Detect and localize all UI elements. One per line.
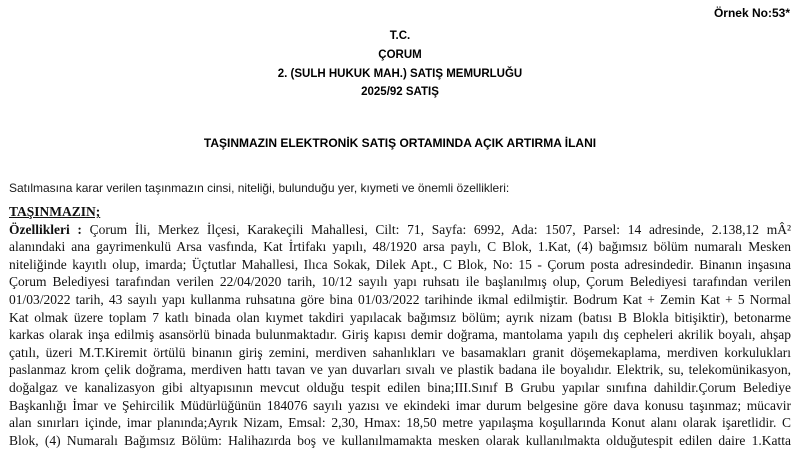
header-office: 2. (SULH HUKUK MAH.) SATIŞ MEMURLUĞU — [277, 68, 523, 80]
header-city: ÇORUM — [378, 49, 422, 61]
features-line: Kat olmak üzere toplam 7 katlı binada olan kıymet takdiri yapılacak bağımsız bölüm; ayrık nizam (batısı B Blokla bitişiktir), betonarme — [9, 309, 791, 325]
notice-title: TAŞINMAZIN ELEKTRONİK SATIŞ ORTAMINDA AÇIK ARTIRMA İLANI — [203, 136, 597, 150]
features-label: Özellikleri : — [9, 221, 82, 237]
features-line: 01/03/2022 tarih, 43 sayılı yapı kullanma ruhsatına göre bina 01/03/2022 tarihinde ikmal edilmiştir. Bodrum Kat + Zemin Kat + 5 Normal — [9, 291, 791, 307]
features-line: Çorum Belediyesi tarafından verilen 22/04/2020 tarih, 10/12 sayılı yapı ruhsatı ile başlanılmış olup, Çorum Belediyesi tarafından verilen — [9, 274, 791, 290]
features-line: alanındaki ana gayrimenkulü Arsa vasfında, Kat İrtifakı yapılı, 48/1920 arsa paylı, C Blok, 1.Kat, (4) bağımsız bölüm numaralı Mesken — [9, 239, 791, 255]
property-heading: TAŞINMAZIN; — [9, 204, 101, 219]
features-line-text: Çorum İli, Merkez İlçesi, Karakeçili Mahallesi, Cilt: 71, Sayfa: 6992, Ada: 1507, Parsel: 14 adresinde, 2.138,12 mÂ² — [89, 221, 791, 237]
features-line: Başkanlığı İmar ve Şehircilik Müdürlüğünün 184076 sayılı yazısı ve ekindeki imar durum belgesine göre dava konusu taşınmaz; mücavir — [9, 397, 791, 413]
features-line: alan sınırları içinde, imar planında;Ayrık Nizam, Emsal: 2,30, Hmax: 18,50 metre yapılaşma koşullarında Konut alanı olarak işaretlidir. C — [9, 415, 791, 431]
features-line: karkas olarak inşa edilmiş asansörlü binada bulunmaktadır. Giriş kapısı demir doğrama, mantolama yapılı dış cepheleri akrilik boyalı, ahşap — [9, 327, 791, 343]
features-line — [9, 221, 791, 239]
header-state: T.C. — [389, 30, 411, 42]
features-line: Blok, (4) Numaralı Bağımsız Bölüm: Halihazırda boş ve kullanılmamakta mesken olarak kullanılmakta olduğutespit edilen daire 1.Katta — [9, 432, 791, 448]
features-line: paslanmaz krom çelik doğrama, merdiven hattı tavan ve yan duvarları sıvalı ve plastik badana ile boyalıdır. Elektrik, su, telekomünikasyon, — [9, 362, 791, 378]
features-line: niteliğinde kayıtlı olup, imarda; Üçtutlar Mahallesi, Ilıca Sokak, Dilek Apt., C Blok, No: 15 - Çorum posta adresindedir. Binanın inşasına — [9, 256, 791, 272]
intro-text: Satılmasına karar verilen taşınmazın cinsi, niteliği, bulunduğu yer, kıymeti ve önemli özellikleri: — [9, 181, 510, 195]
sample-number: Örnek No:53* — [713, 6, 790, 20]
header-file-number: 2025/92 SATIŞ — [361, 86, 439, 98]
property-section — [9, 203, 791, 449]
features-line: doğalgaz ve kanalizasyon gibi altyapısının mevcut olduğu tespit edilen bina;III.Sınıf B Grubu yapılar sınıfına dahildir.Çorum Belediye — [9, 379, 791, 395]
features-line: çatılı, üzeri M.T.Kiremit örtülü binanın giriş zemini, merdiven sahanlıkları ve basamakları granit döşemekaplama, merdiven korkulukları — [9, 344, 791, 360]
